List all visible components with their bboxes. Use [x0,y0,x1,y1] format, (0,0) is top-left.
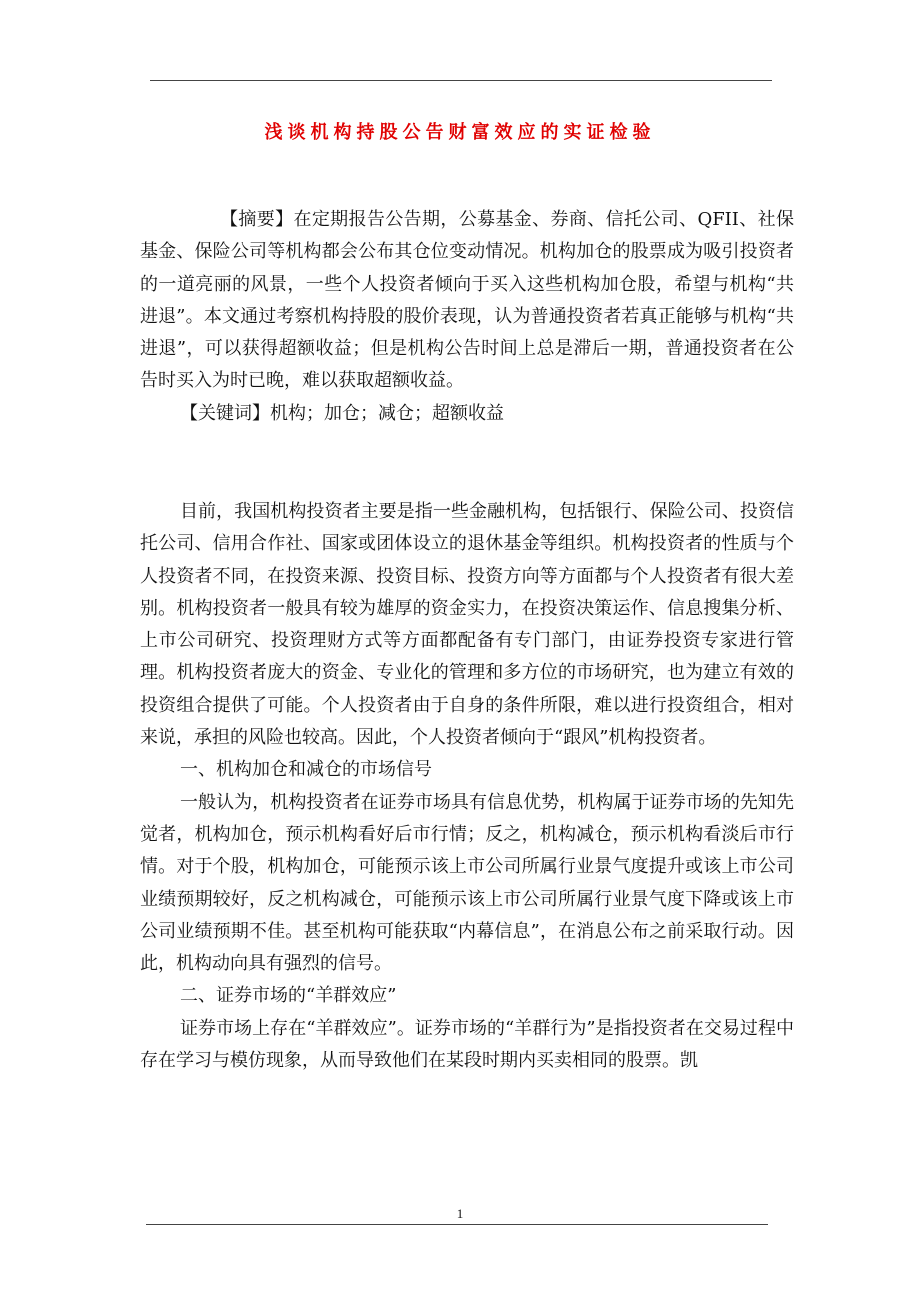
section-heading: 一、机构加仓和减仓的市场信号 [180,759,432,781]
body-paragraph: 目前，我国机构投资者主要是指一些金融机构，包括银行、保险公司、投资信托公司、信用合作社、国家或团体设立的退休基金等组织。机构投资者的性质与个人投资者不同，在投资来源、投资目标、投资方向等方面都与个人投资者有很大差别。机构投资者一般具有较为雄厚的资金实力，在投资决策运作、信息搜集分析、上市公司研究、投资理财方式等方面都配备有专门部门，由证券投资专家进行管理。机构投资者庞大的资金、专业化的管理和多方位的市场研究，也为建立有效的投资组合提供了可能。个人投资者由于自身的条件所限，难以进行投资组合，相对来说，承担的风险也较高。因此，个人投资者倾向于“跟风”机构投资者。 [140,501,794,749]
footer-rule [146,1224,768,1225]
abstract-section [140,204,794,430]
main-body [140,496,794,1077]
document-title: 浅谈机构持股公告财富效应的实证检验 [264,122,656,143]
abstract-paragraph: 【摘要】在定期报告公告期，公募基金、券商、信托公司、QFII、社保基金、保险公司等机构都会公布其仓位变动情况。机构加仓的股票成为吸引投资者的一道亮丽的风景，一些个人投资者倾向于买入这些机构加仓股，希望与机构“共进退”。本文通过考察机构持股的股价表现，认为普通投资者若真正能够与机构“共进退”，可以获得超额收益；但是机构公告时间上总是滞后一期，普通投资者在公告时买入为时已晚，难以获取超额收益。 [140,209,794,392]
body-paragraph: 一般认为，机构投资者在证券市场具有信息优势，机构属于证券市场的先知先觉者，机构加仓，预示机构看好后市行情；反之，机构减仓，预示机构看淡后市行情。对于个股，机构加仓，可能预示该上市公司所属行业景气度提升或该上市公司业绩预期较好，反之机构减仓，可能预示该上市公司所属行业景气度下降或该上市公司业绩预期不佳。甚至机构可能获取“内幕信息”，在消息公布之前采取行动。因此，机构动向具有强烈的信号。 [140,791,794,975]
keywords-line: 【关键词】机构；加仓；减仓；超额收益 [180,402,504,424]
section-heading: 二、证券市场的“羊群效应” [180,985,397,1007]
page-number: 1 [456,1206,464,1221]
header-rule [150,80,772,81]
body-paragraph: 证券市场上存在“羊群效应”。证券市场的“羊群行为”是指投资者在交易过程中存在学习与模仿现象，从而导致他们在某段时期内买卖相同的股票。凯 [140,1017,794,1072]
